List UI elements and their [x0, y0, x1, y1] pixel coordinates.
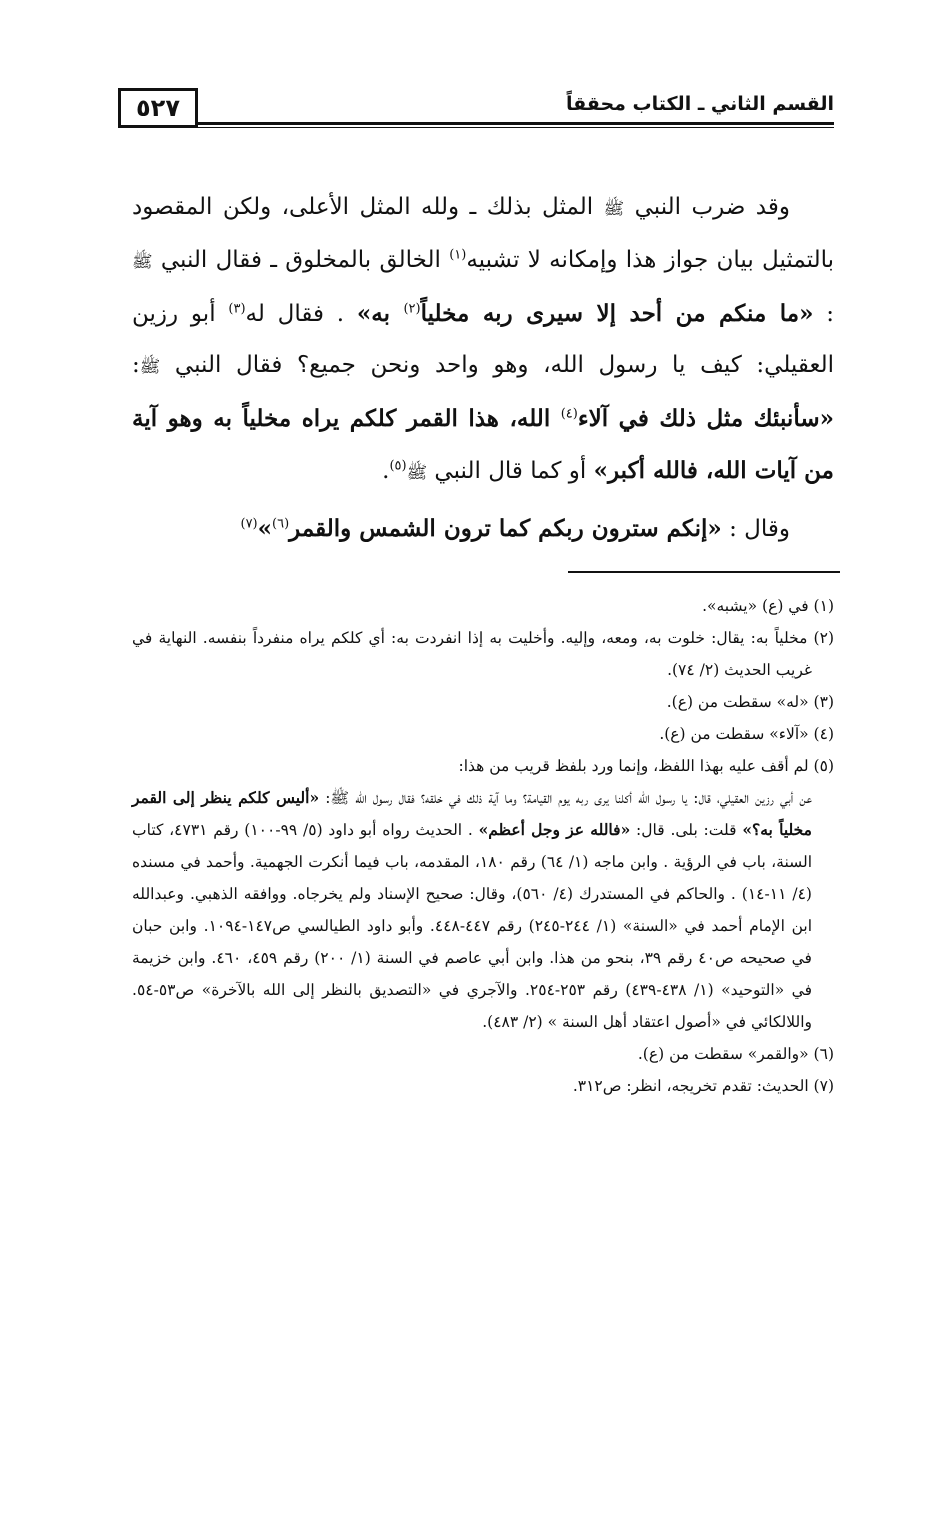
salutation-glyph: ﷺ [132, 252, 153, 272]
footnote-3: (٣) «له» سقطت من (ع). [666, 693, 834, 711]
main-text [132, 182, 834, 555]
hadith-quote: «فالله عز وجل أعظم» [478, 820, 631, 839]
footnote-marker: (٥) [389, 458, 407, 474]
running-title: القسم الثاني ـ الكتاب محققاً [565, 93, 834, 115]
footnote-marker: (١) [449, 247, 467, 263]
footnote-6: (٦) «والقمر» سقطت من (ع). [637, 1045, 834, 1063]
footnote-marker: (٦) [272, 516, 290, 532]
hadith-quote: «أليس كلكم ينظر إلى القمر مخلياً به؟» [132, 788, 812, 839]
header-rule [198, 122, 834, 125]
footnote-marker: (٣) [228, 301, 246, 317]
hadith-quote: «سأنبئك مثل ذلك في آلاء [577, 405, 834, 432]
footnote-1: (١) في (ع) «يشبه». [702, 597, 834, 615]
salutation-glyph: ﷺ [406, 463, 428, 483]
footnote-marker: (٧) [240, 516, 258, 532]
footnote-marker: (٤) [560, 406, 578, 422]
footnote-2: (٢) مخلياً به: يقال: خلوت به، ومعه، وإليه. وأخليت به إذا انفردت به: أي كلكم يراه منفرداً بنفسه. النهاية في غريب الحديث (٢/ ٧٤). [132, 629, 834, 679]
footnote-separator [568, 571, 840, 573]
footnote-7: (٧) الحديث: تقدم تخريجه، انظر: ص٣١٢. [572, 1077, 834, 1095]
salutation-glyph: ﷺ [330, 789, 350, 807]
salutation-glyph: ﷺ [603, 199, 625, 219]
footnote-5-body: عن أبي رزين العقيلي، قال: يا رسول الله أكلنا يرى ربه يوم القيامة؟ وما آية ذلك في خلقه؟ فقال رسول الله ﷺ: «أليس كلكم ينظر إلى القمر مخلياً به؟» قلت: بلى. قال: «فالله عز وجل أعظم» . الحديث رواه أبو داود (٥/ ٩٩-١٠٠) رقم ٤٧٣١، كتاب السنة، باب في الرؤية . وابن ماجه (١/ ٦٤) رقم ١٨٠، المقدمه، باب فيما أنكرت الجهمية. وأحمد في مسنده (٤/ ١١-١٤) . والحاكم في المستدرك (٤/ ٥٦٠)، وقال: صحيح الإسناد ولم يخرجاه. ووافقه الذهبي. وعبدالله ابن الإمام أحمد في «السنة» (١/ ٢٤٤-٢٤٥) رقم ٤٤٧-٤٤٨. وأبو داود الطيالسي ص١٤٧-١٠٩٤. وابن حبان في صحيحه ص٤٠ رقم ٣٩، بنحو من هذا. وابن أبي عاصم في السنة (١/ ٢٠٠) رقم ٤٥٩، ٤٦٠. وابن خزيمة في «التوحيد» (١/ ٤٣٨-٤٣٩) رقم ٢٥٣-٢٥٤. والآجري في «التصديق بالنظر إلى الله بالآخرة» ص٥٣-٥٤. واللالكائي في «أصول اعتقاد أهل السنة » (٢/ ٤٨٣). [132, 788, 813, 1031]
main-paragraph-1: وقد ضرب النبي ﷺ المثل بذلك ـ ولله المثل الأعلى، ولكن المقصود بالتمثيل بيان جواز هذا وإمكانه لا تشبيه$^{(١)}$ الخالق بالمخلوق ـ فقال النبي ﷺ : «ما منكم من أحد إلا سيرى ربه مخلياً$^{(٢)}$ به» . فقال له$^{(٣)}$ أبو رزين العقيلي: كيف يا رسول الله، وهو واحد ونحن جميع؟ فقال النبي ﷺ: «سأنبئك مثل ذلك في آلاء$^{(٤)}$ الله، هذا القمر كلكم يراه مخلياً به وهو آية من آيات الله، فالله أكبر» أو كما قال النبي ﷺ$^{(٥)}$. [132, 194, 834, 484]
footnote-4: (٤) «آلاء» سقطت من (ع). [659, 725, 834, 743]
main-paragraph-2: وقال : «إنكم سترون ربكم كما ترون الشمس والقمر$^{(٦)}$»$^{(٧)}$ [240, 515, 790, 542]
footnote-marker: (٢) [403, 301, 421, 317]
salutation-glyph: ﷺ [139, 357, 161, 377]
hadith-quote: «ما منكم من أحد إلا سيرى ربه مخلياً [420, 300, 814, 327]
page-number: ٥٢٧ [118, 88, 198, 128]
footnotes [132, 590, 834, 1102]
header-rule-thin [198, 127, 834, 128]
footnote-5: (٥) لم أقف عليه بهذا اللفظ، وإنما ورد بلفظ قريب من هذا: [458, 757, 834, 775]
hadith-quote: «إنكم سترون ربكم كما ترون الشمس والقمر [289, 515, 722, 542]
